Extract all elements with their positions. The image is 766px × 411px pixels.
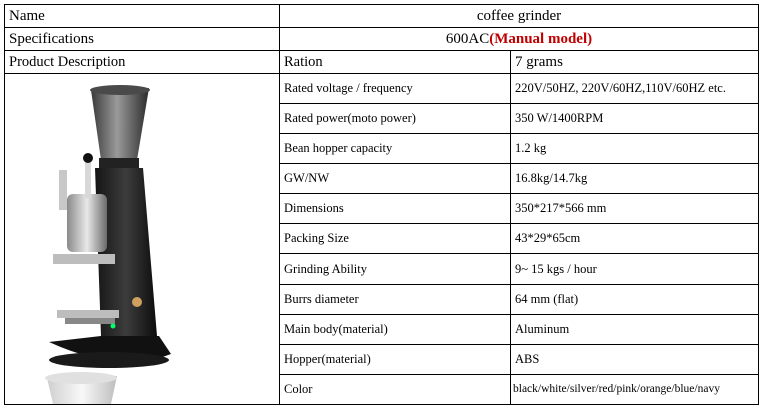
spec-value: 220V/50HZ, 220V/60HZ,110V/60HZ etc. [511,74,759,104]
spec-value: 350*217*566 mm [511,194,759,224]
model-type-note: (Manual model) [489,30,593,47]
coffee-grinder-image [9,74,280,404]
name-label: Name [5,5,280,28]
spec-value: ABS [511,344,759,374]
spec-value: 1.2 kg [511,134,759,164]
spec-value: 64 mm (flat) [511,284,759,314]
specifications-value-cell [280,28,759,51]
spec-label: Dimensions [280,194,511,224]
product-image-cell [5,74,280,405]
spec-label: Rated power(moto power) [280,104,511,134]
spec-label: Burrs diameter [280,284,511,314]
name-value: coffee grinder [280,5,759,28]
spec-label: Hopper(material) [280,344,511,374]
spec-value: 16.8kg/14.7kg [511,164,759,194]
product-description-label: Product Description [5,51,280,74]
ration-value: 7 grams [511,51,759,74]
ration-label: Ration [280,51,511,74]
spec-label: Packing Size [280,224,511,254]
name-row [5,5,759,28]
specifications-label: Specifications [5,28,280,51]
spec-label: GW/NW [280,164,511,194]
spec-label: Main body(material) [280,314,511,344]
spec-label: Color [280,374,511,404]
specifications-row [5,28,759,51]
spec-label: Rated voltage / frequency [280,74,511,104]
spec-row [5,74,759,104]
spec-value: 43*29*65cm [511,224,759,254]
spec-table [4,4,759,405]
ration-row [5,51,759,74]
spec-value: black/white/silver/red/pink/orange/blue/navy [511,374,759,404]
spec-label: Grinding Ability [280,254,511,284]
spec-value: Aluminum [511,314,759,344]
spec-value: 350 W/1400RPM [511,104,759,134]
model-number: 600AC [445,30,490,47]
spec-value: 9~ 15 kgs / hour [511,254,759,284]
spec-label: Bean hopper capacity [280,134,511,164]
